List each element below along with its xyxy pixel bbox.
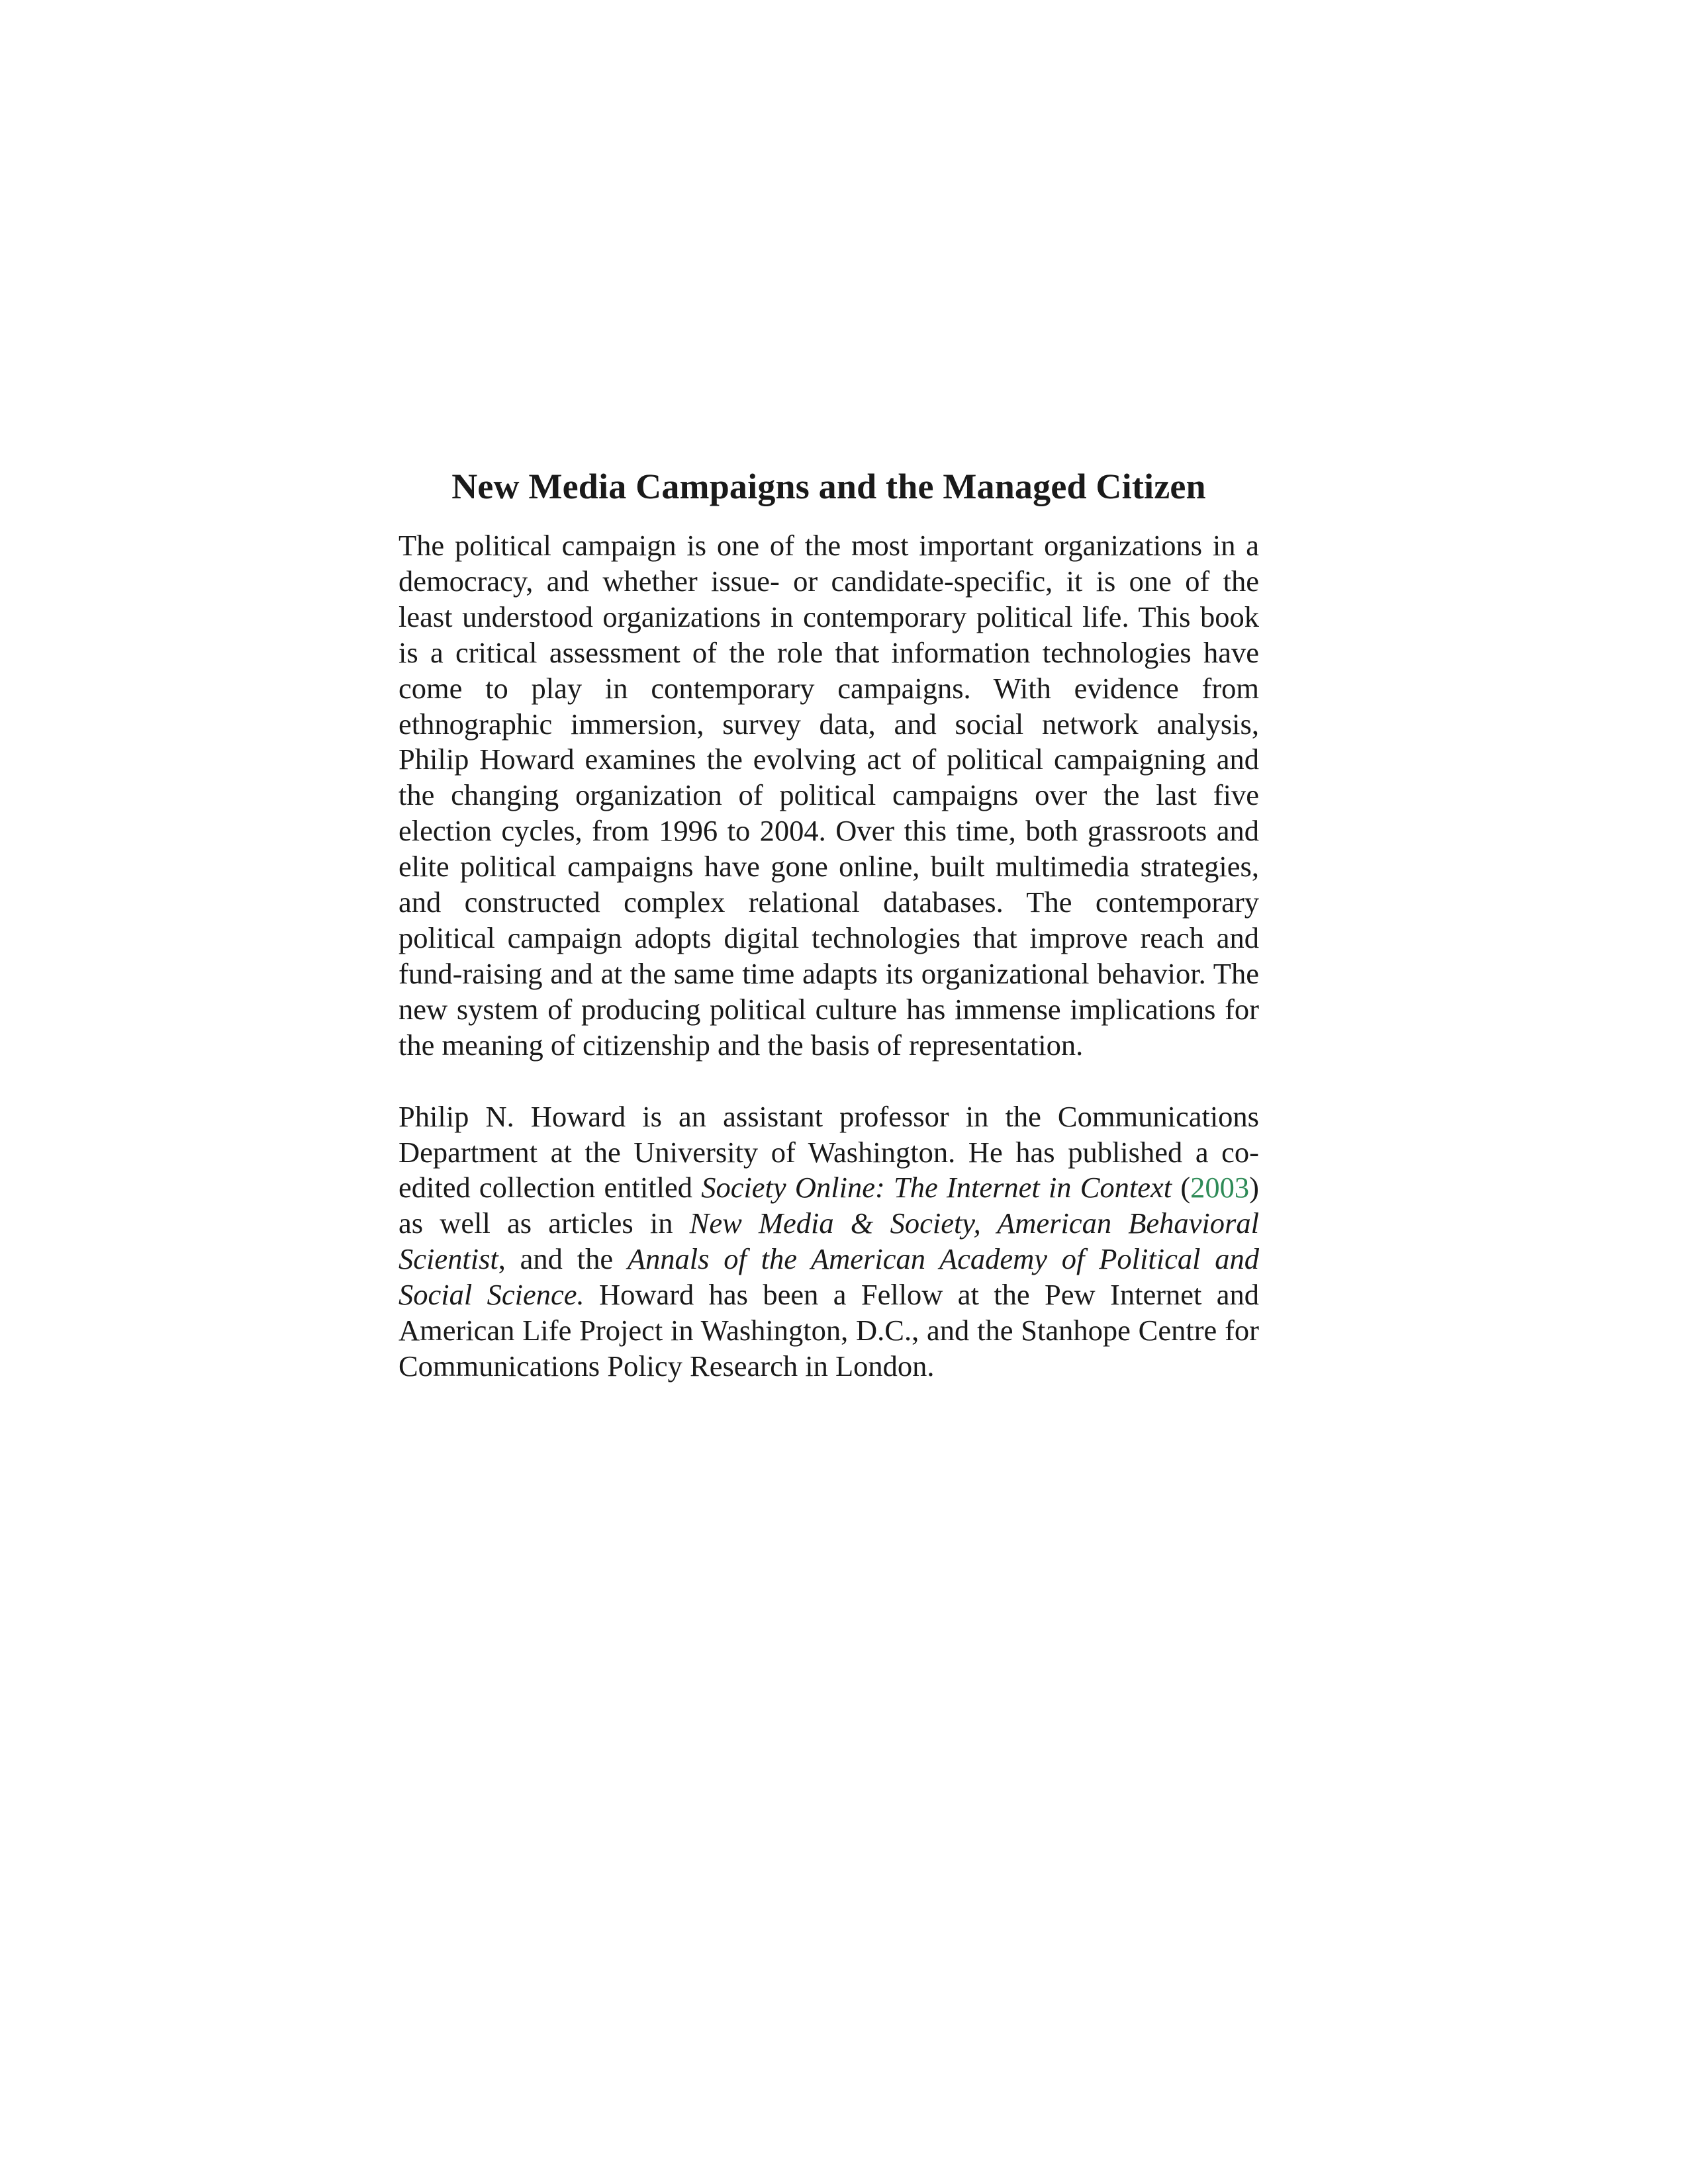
book-title: Society Online: The Internet in Context xyxy=(701,1171,1172,1205)
bio-text-part1: Philip N. Howard is an assistant professor in the Communications Department at the University of Washington. He has published a co-edited collection entitled xyxy=(399,1099,1259,1205)
annals-title: Annals of the American Academy of Political and Social Science. xyxy=(399,1242,1259,1312)
bio-paren-open: ( xyxy=(1172,1171,1191,1205)
bio-text-part3: , and the xyxy=(498,1242,628,1276)
page-title: New Media Campaigns and the Managed Citizen xyxy=(451,467,1206,506)
bio-text-part2: as well as articles in xyxy=(399,1206,690,1240)
bio-paren-close: ) xyxy=(1249,1171,1259,1205)
bio-text-part4: Howard has been a Fellow at the Pew Internet and American Life Project in Washington, D.C., and the Stanhope Centre for Communications Policy Research in London. xyxy=(399,1278,1259,1383)
journal-titles: New Media & Society, American Behavioral Scientist xyxy=(399,1206,1259,1276)
page-content xyxy=(399,463,1259,1385)
author-bio-paragraph xyxy=(399,1099,1259,1385)
abstract-paragraph: The political campaign is one of the most important organizations in a democracy, and whether issue- or candidate-specific, it is one of the least understood organizations in contemporary political life. This book is a critical assessment of the role that information technologies have come to play in contemporary campaigns. With evidence from ethnographic immersion, survey data, and social network analysis, Philip Howard examines the evolving act of political campaigning and the changing organization of political campaigns over the last five election cycles, from 1996 to 2004. Over this time, both grassroots and elite political campaigns have gone online, built multimedia strategies, and constructed complex relational databases. The contemporary political campaign adopts digital technologies that improve reach and fund-raising and at the same time adapts its organizational behavior. The new system of producing political culture has immense implications for the meaning of citizenship and the basis of representation. xyxy=(399,529,1259,1062)
citation-year-link[interactable]: 2003 xyxy=(1190,1171,1250,1205)
